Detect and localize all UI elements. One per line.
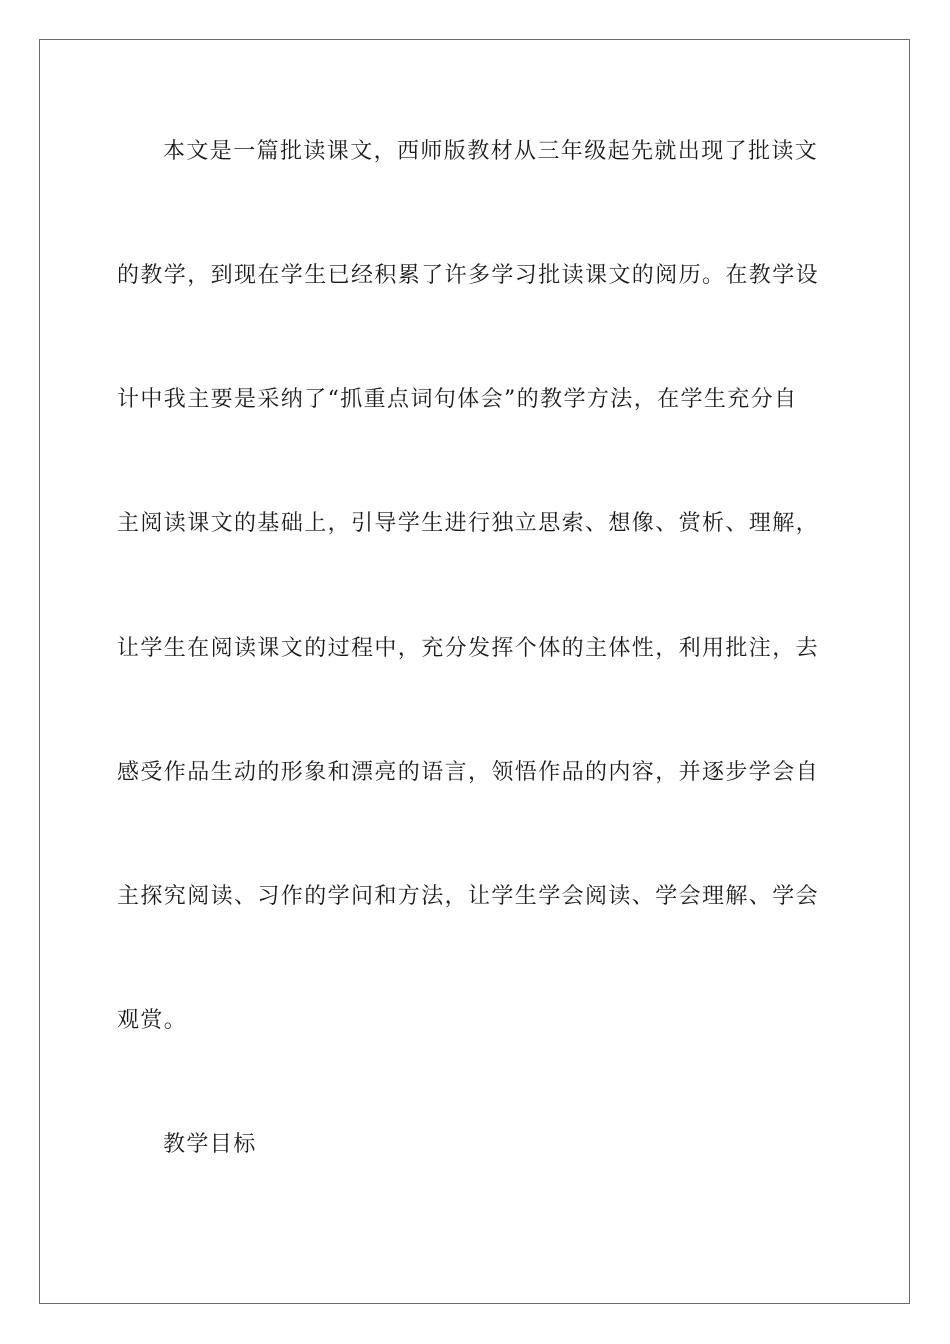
section-heading: 教学目标 <box>163 1132 257 1157</box>
paragraph-line-4: 主阅读课文的基础上，引导学生进行独立思索、想像、赏析、理解， <box>117 511 820 536</box>
paragraph-line-2: 的教学，到现在学生已经积累了许多学习批读课文的阅历。在教学设 <box>117 263 820 288</box>
paragraph-line-7: 主探究阅读、习作的学问和方法，让学生学会阅读、学会理解、学会 <box>117 884 820 909</box>
paragraph-line-6: 感受作品生动的形象和漂亮的语言，领悟作品的内容，并逐步学会自 <box>117 760 820 785</box>
paragraph-line-1: 本文是一篇批读课文，西师版教材从三年级起先就出现了批读文 <box>163 139 819 164</box>
page-border <box>39 39 910 1304</box>
paragraph-line-3: 计中我主要是采纳了“抓重点词句体会”的教学方法，在学生充分自 <box>117 387 798 412</box>
paragraph-line-8: 观赏。 <box>117 1008 188 1033</box>
paragraph-line-5: 让学生在阅读课文的过程中，充分发挥个体的主体性，利用批注，去 <box>117 636 820 661</box>
